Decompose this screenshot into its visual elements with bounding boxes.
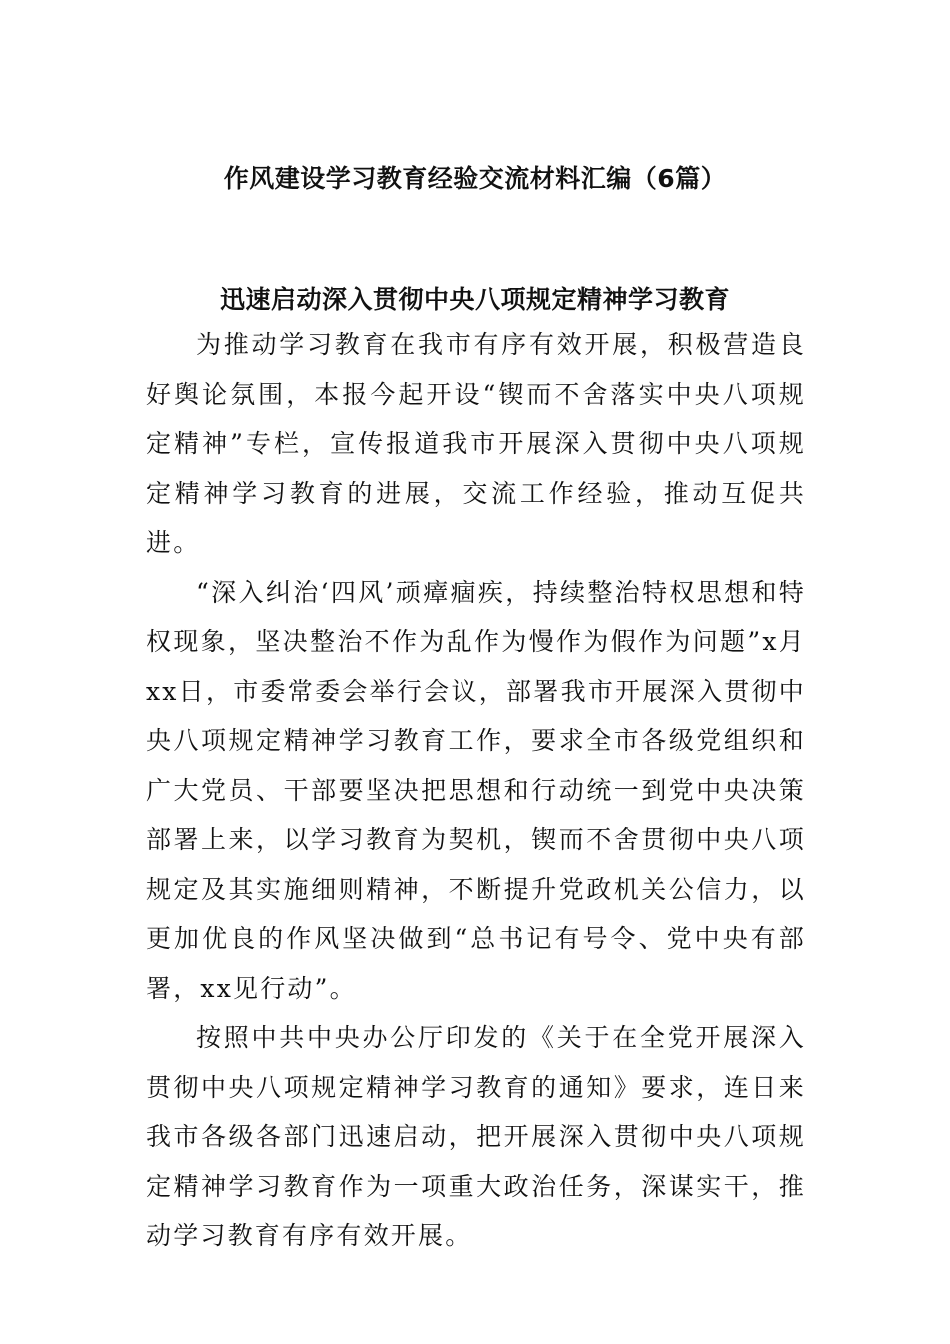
paragraph-2: “深入纠治‘四风’顽瘴痼疾，持续整治特权思想和特权现象，坚决整治不作为乱作为慢作为假作为问题”x月xx日，市委常委会举行会议，部署我市开展深入贯彻中央八项规定精神学习教育工作，要求全市各级党组织和广大党员、干部要坚决把思想和行动统一到党中央决策部署上来，以学习教育为契机，锲而不舍贯彻中央八项规定及其实施细则精神，不断提升党政机关公信力，以更加优良的作风坚决做到“总书记有号令、党中央有部署，xx见行动”。 [146,577,806,1003]
paragraph-3: 按照中共中央办公厅印发的《关于在全党开展深入贯彻中央八项规定精神学习教育的通知》要求，连日来我市各级各部门迅速启动，把开展深入贯彻中央八项规定精神学习教育作为一项重大政治任务，深谋实干，推动学习教育有序有效开展。 [146,1023,806,1250]
paragraph-1: 为推动学习教育在我市有序有效开展，积极营造良好舆论氛围，本报今起开设“锲而不舍落实中央八项规定精神”专栏，宣传报道我市开展深入贯彻中央八项规定精神学习教育的进展，交流工作经验，推动互促共进。 [146,330,806,557]
document-title: 作风建设学习教育经验交流材料汇编（6篇） [223,164,727,193]
section-title: 迅速启动深入贯彻中央八项规定精神学习教育 [219,285,730,314]
document-body [146,320,806,1261]
